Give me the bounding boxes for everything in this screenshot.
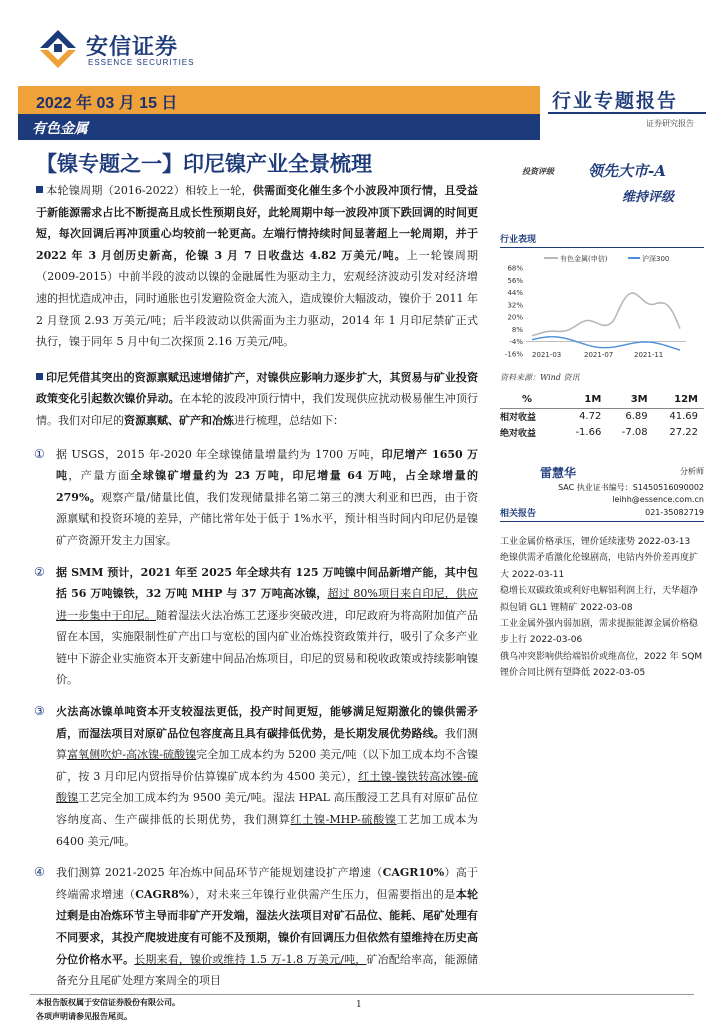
main-content — [36, 180, 478, 1000]
copyright-notice: 本报告版权属于安信证券股份有限公司。 — [36, 997, 180, 1007]
table-row — [500, 408, 704, 424]
bullet-square-icon — [36, 373, 43, 380]
related-reports — [500, 534, 704, 682]
table-header: 12M — [674, 394, 698, 406]
text: 矿冶配给率高，能源储备充分且尾矿处理方案周全的项目 — [56, 952, 479, 988]
related-heading: 相关报告 — [500, 506, 704, 522]
sector-name: 有色金属 — [32, 121, 88, 137]
analyst-email[interactable]: leihh@essence.com.cn — [612, 495, 704, 504]
text-underlined: 红土镍-MHP-硫酸镍 — [290, 813, 397, 827]
text: 工艺完全加工成本约为 9500 美元/吨。湿法 HPAL 高压酸浸工艺具有对原矿品位容纳度高、生产碳排低的长期优势，我们测算 — [56, 791, 478, 827]
table-row — [500, 424, 704, 440]
text: 进行梳理，总结如下： — [234, 413, 344, 427]
report-date: 2022 年 03 月 15 日 — [36, 95, 178, 112]
text: 本轮镍周期（2016-2022）相较上一轮， — [46, 184, 253, 197]
y-tick-label: 20% — [507, 313, 523, 322]
page-number: 1 — [356, 1000, 362, 1010]
text: ，产量方面 — [68, 469, 131, 483]
performance-table — [500, 392, 704, 440]
x-tick-label: 2021-07 — [584, 351, 614, 359]
legend-label: 有色金属(申信) — [560, 255, 608, 263]
table-header: 3M — [630, 394, 648, 406]
row-label: 绝对收益 — [500, 428, 537, 439]
text-underlined: 超过 80%项目来自印尼，供应进一步集中于印尼。 — [56, 587, 478, 622]
text-underlined: 长期来看，镍价或维持 1.5 万-1.8 万美元/吨， — [134, 952, 367, 966]
text: 完全加工成本约为 5200 美元/吨（以下加工成本均不含镍矿，按 3 月印尼内贸指导价估算镍矿成本约为 4500 美元）， — [56, 748, 479, 783]
row-label: 相对收益 — [500, 412, 537, 423]
analyst-role: 分析师 — [680, 467, 704, 476]
y-tick-label: -4% — [509, 338, 523, 347]
disclaimer-notice: 各项声明请参见报告尾页。 — [36, 1011, 132, 1021]
point-2 — [36, 562, 478, 692]
table-header: 1M — [584, 394, 602, 406]
text: ）高于终端需求增速（ — [56, 866, 478, 901]
related-report-link[interactable]: 绝镍供需矛盾激化伦镍剧高，电钴内外价差再度扩大 2022-03-11 — [500, 553, 699, 580]
footer-divider — [30, 994, 694, 995]
page-title: 【镍专题之一】印尼镍产业全景梳理 — [36, 152, 372, 176]
text: 上一轮镍周期（2009-2015）中前半段的波动以镍的金融属性为驱动主力，宏观经济波动引发对经济增速的担忧造成冲击，同时通胀也引发避险资金大流入，造成镍价大幅波动，镍价于 2011 年 2 月登顶 2.93 万美元/吨；后半段波动以供需面为主力驱动，2014 年 1 月印尼禁矿正式执行，镍于同年 5 月中旬二次探顶 2.16 万美元/吨。 — [36, 248, 478, 349]
logo-text-en: ESSENCE SECURITIES — [88, 58, 195, 67]
x-tick-label: 2021-03 — [532, 351, 562, 359]
table-cell: 41.69 — [669, 410, 698, 422]
logo-text-cn: 安信证券 — [86, 35, 179, 60]
point-1 — [36, 444, 478, 552]
related-report-link[interactable]: 工业金属价格承压，锂价延续涨势 2022-03-13 — [500, 537, 691, 547]
related-report-link[interactable]: 稳增长双碳政策或利好电解铝利润上行，天华超净拟包销 GL1 锂精矿 2022-03-08 — [500, 586, 699, 613]
report-type: 行业专题报告 — [552, 90, 679, 112]
y-tick-label: -16% — [504, 350, 523, 359]
series-line-hs300 — [532, 337, 680, 350]
table-cell: -1.66 — [575, 426, 602, 438]
text-bold: 印尼增产 1650 万吨 — [56, 447, 479, 483]
date-bar — [18, 86, 540, 114]
text: ），对未来三年镍行业供需产生压力，但需要指出的是 — [189, 887, 456, 901]
y-tick-label: 44% — [507, 289, 523, 298]
text: 我们测算 2021-2025 年冶炼中间品环节产能规划建设扩产增速（ — [56, 866, 383, 880]
analyst-phone: 021-35082719 — [645, 508, 704, 517]
summary-paragraph-1 — [36, 180, 478, 353]
table-header: % — [522, 394, 533, 406]
text-bold: 印尼凭借其突出的资源禀赋迅速增储扩产，对镍供应影响力逐步扩大，其贸易与矿业投资政策变化引起数次镍价异动。 — [36, 370, 478, 406]
legend-label: 沪深300 — [642, 255, 670, 263]
sector-bar — [18, 114, 540, 140]
text-bold: 全球镍矿增量约为 23 万吨，印尼增量 64 万吨，占全球增量的 279%。 — [56, 469, 479, 504]
summary-paragraph-2 — [36, 367, 478, 432]
analyst-sac: SAC 执业证书编号：S1450516090002 — [558, 483, 704, 492]
text-bold: 据 SMM 预计，2021 年至 2025 年全球共有 125 万吨镍中间品新增产能，其中包括 56 万吨镍铁，32 万吨 MHP 与 37 万吨高冰镍， — [56, 565, 478, 601]
table-cell: 27.22 — [669, 426, 698, 438]
logo-mark-icon — [38, 28, 78, 68]
analyst-name: 雷慧华 — [540, 466, 577, 480]
y-tick-label: 8% — [511, 325, 523, 334]
text-bold: CAGR10% — [382, 866, 445, 880]
company-logo — [38, 26, 238, 76]
rating-label: 投资评级 — [522, 166, 554, 176]
related-report-link[interactable]: 工业金属外强内弱加剧，需求提振能源金属价格稳步上行 2022-03-06 — [500, 619, 699, 646]
text-bold: 供需面变化催生多个小波段冲顶行情，且受益于新能源需求占比不断提高且成长性预期良好，此轮周期中每一波段冲顶下跌回调的时间更短，每次回调后再冲顶重心均较前一轮更高。左端行情持续时间显著超上一轮周期，并于 2022 年 3 月创历史新高，伦镍 3 月 7 日收盘达 4.82 万美元/吨。 — [36, 184, 478, 262]
point-4 — [36, 862, 478, 992]
y-tick-label: 56% — [507, 276, 523, 285]
performance-heading: 行业表现 — [500, 232, 704, 248]
investment-rating: 领先大市-A — [588, 162, 666, 180]
text-underlined: 富氧侧吹炉-高冰镍-硫酸镍 — [67, 748, 197, 762]
text: 在本轮的波段冲顶行情中，我们发现供应扰动极易催生冲顶行情。我们对印尼的 — [36, 392, 479, 427]
related-report-link[interactable]: 俄乌冲突影响供给端铝价或维高位，2022 年 SQM 锂价合同比例有望降低 2022-03-05 — [500, 651, 703, 679]
point-number: ① — [34, 446, 45, 461]
text: 工艺加工成本为 6400 美元/吨。 — [56, 813, 479, 848]
y-tick-label: 32% — [507, 301, 523, 310]
point-number: ② — [34, 564, 45, 579]
point-3 — [36, 701, 478, 852]
x-tick-label: 2021-11 — [634, 351, 664, 359]
performance-chart — [500, 250, 704, 362]
header-divider — [548, 112, 706, 114]
table-cell: -7.08 — [621, 426, 648, 438]
chart-source: 资料来源：Wind 资讯 — [500, 373, 580, 382]
point-number: ③ — [34, 704, 45, 719]
text-underlined: 红土镍-镍铁转高冰镍-硫酸镍 — [56, 769, 478, 805]
text: 我们测算 — [56, 726, 478, 762]
table-header-row — [500, 392, 704, 408]
text: 随着湿法火法冶炼工艺逐步突破改进，印尼政府为将高附加值产品留在本国，实施限制性矿产出口与宽松的国内矿业冶炼投资政策并行，吸引了众多产业链中下游企业实施资本开支新建中间品冶炼项目，印尼的贸易和税收政策或持续影响镍价。 — [56, 608, 479, 687]
point-number: ④ — [34, 865, 45, 880]
table-cell: 6.89 — [625, 410, 648, 422]
text: 据 USGS，2015 年-2020 年全球镍储量增量约为 1700 万吨， — [56, 447, 382, 461]
text-bold: 本轮过剩是由冶炼环节主导而非矿产开发端，湿法火法项目对矿石品位、能耗、尾矿处理有不同要求，其投产爬坡进度有可能不及预期，镍价有回调压力但依然有望维持在历史高分位价格水平。 — [56, 887, 479, 966]
table-cell: 4.72 — [579, 410, 602, 422]
text-bold: 火法高冰镍单吨资本开支较湿法更低，投产时间更短，能够满足短期激化的镍供需矛盾，而湿法项目对原矿品位包容度高且具有碳排低优势，是长期发展优势路线。 — [56, 705, 478, 740]
text: 观察产量/储量比值，我们发现储量排名第二第三的澳大利亚和巴西，由于资源禀赋和投资环境的差异，产储比常年处于低于 1%水平，预计相当时间内印尼仍是镍矿产资源开发主力国家。 — [56, 490, 478, 547]
rating-status: 维持评级 — [622, 190, 675, 205]
text-bold: CAGR8% — [135, 887, 190, 901]
bullet-square-icon — [36, 186, 43, 193]
y-tick-label: 68% — [507, 264, 523, 273]
report-subtitle: 证券研究报告 — [646, 119, 694, 128]
series-line-sector — [532, 293, 680, 336]
text-bold: 资源禀赋、矿产和冶炼 — [124, 413, 234, 427]
